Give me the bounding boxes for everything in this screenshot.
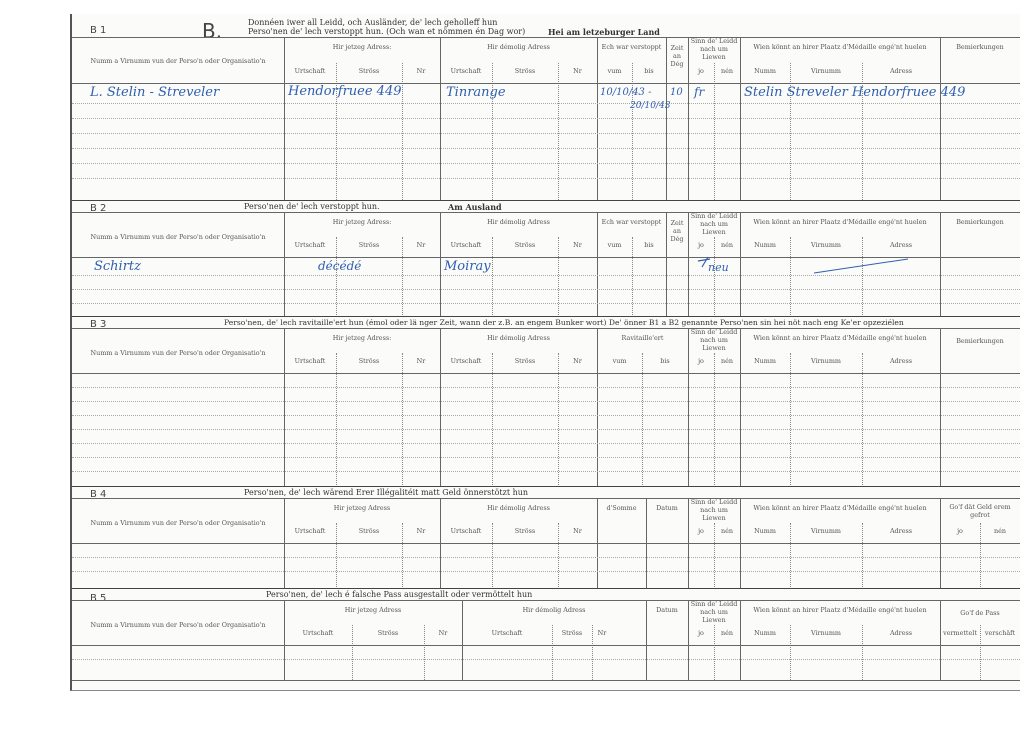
sub-nr: Nr — [573, 357, 582, 365]
section-b4-id: B 4 — [90, 489, 107, 500]
col-alive: Sinn de' Leidd nach um Liewen — [690, 37, 738, 61]
section-b1-subtitle: Perso'nen de' lech verstoppt hun. (Och wan et nömmen én Dag wor) — [248, 27, 526, 36]
sub-numm: Numm — [754, 67, 776, 75]
sub-virnumm: Virnumm — [811, 67, 841, 75]
sub-stross: Ströss — [561, 629, 583, 637]
sub-urtschaft: Urtschaft — [294, 241, 326, 249]
col-name: Numm a Virnumm vun der Perso'n oder Organisatio'n — [90, 57, 266, 65]
hw-current-address: Hendorfruee 449 — [288, 84, 402, 99]
sub-stross: Ströss — [514, 241, 536, 249]
hw-to-date: 20/10/43 — [630, 101, 671, 111]
sub-nen: nén — [720, 241, 733, 249]
hw-alive-no: neu — [708, 261, 729, 274]
sub-adress: Adress — [889, 241, 913, 249]
section-b3 — [72, 316, 1020, 487]
hw-name: Schirtz — [94, 259, 142, 274]
sub-jo: jo — [698, 67, 704, 75]
hw-name: L. Stelin - Streveler — [90, 85, 220, 100]
col-medal: Wien könnt an hirer Plaatz d'Médaille engé'nt huelen — [753, 334, 927, 342]
sub-nen: nén — [993, 527, 1006, 535]
sub-numm: Numm — [754, 629, 776, 637]
sub-stross: Ströss — [358, 357, 380, 365]
sub-urtschaft: Urtschaft — [294, 67, 326, 75]
form-page — [70, 14, 1020, 691]
col-hidden: Ech war verstoppt — [601, 218, 662, 226]
col-current-address: Hir jetzeg Adress: — [332, 218, 392, 226]
sub-nr: Nr — [416, 357, 426, 365]
sub-vum: vum — [607, 67, 622, 75]
sub-nr: Nr — [438, 629, 448, 637]
sub-nr: Nr — [573, 241, 582, 249]
sub-nr: Nr — [597, 629, 607, 637]
col-date: Datum — [656, 504, 678, 512]
sub-bis: bis — [660, 357, 670, 365]
sub-nen: nén — [720, 629, 733, 637]
section-b2 — [72, 200, 1020, 317]
section-b1-location: Hei am letzeburger Land — [548, 27, 660, 37]
col-former-address: Hir démolig Adress — [487, 43, 550, 51]
section-b1 — [72, 17, 1020, 200]
sub-urtschaft: Urtschaft — [302, 629, 334, 637]
sub-urtschaft: Urtschaft — [294, 357, 326, 365]
sub-adress: Adress — [889, 527, 913, 535]
sub-virnumm: Virnumm — [811, 357, 841, 365]
col-name: Numm a Virnumm vun der Perso'n oder Organisatio'n — [90, 349, 266, 357]
sub-stross: Ströss — [514, 357, 536, 365]
sub-numm: Numm — [754, 241, 776, 249]
col-alive: Sinn de' Leidd nach um Liewen — [690, 498, 738, 522]
col-name: Numm a Virnumm vun der Perso'n oder Organisatio'n — [90, 233, 266, 241]
sub-adress: Adress — [889, 357, 913, 365]
sub-urtschaft: Urtschaft — [450, 67, 482, 75]
section-b3-title: Perso'nen, de' lech ravitaille'ert hun (émol oder lä nger Zeit, wann der z.B. an engem Bunker wort) De' önner B1 a B2 genannte Perso'nen sin hei nöt nach eng Ke'er opzeziélen — [224, 318, 904, 327]
col-medal: Wien könnt an hirer Plaatz d'Médaille engé'nt huelen — [753, 218, 927, 226]
sub-jo: jo — [698, 629, 704, 637]
hw-medal: Stelin Streveler Hendorfruee 449 — [744, 85, 966, 100]
sub-jo: jo — [698, 357, 704, 365]
hw-alive-yes: fr — [694, 85, 705, 99]
col-alive: Sinn de' Leidd nach um Liewen — [690, 212, 738, 236]
sub-stross: Ströss — [514, 67, 536, 75]
form-letter: B. — [202, 19, 223, 43]
hw-from-date: 10/10/43 - — [600, 87, 652, 98]
col-current-address: Hir jetzeg Adress: — [332, 43, 392, 51]
col-hidden: Ech war verstoppt — [601, 43, 662, 51]
col-remarks: Bemierkungen — [956, 337, 1004, 345]
col-medal: Wien könnt an hirer Plaatz d'Médaille engé'nt huelen — [753, 43, 927, 51]
sub-urtschaft: Urtschaft — [294, 527, 326, 535]
sub-nen: nén — [720, 357, 733, 365]
section-b5 — [72, 588, 1020, 691]
sub-jo: jo — [698, 527, 704, 535]
sub-bis: bis — [644, 67, 654, 75]
col-supplied: Ravitaille'ert — [621, 334, 664, 342]
section-b4-title: Perso'nen, de' lech wärend Erer Illégalitéit matt Geld önnerstötzt hun — [244, 488, 529, 497]
sub-jo: jo — [957, 527, 963, 535]
sub-adress: Adress — [889, 629, 913, 637]
sub-virnumm: Virnumm — [811, 527, 841, 535]
col-passport: Go'f de Pass — [960, 609, 1000, 617]
sub-stross: Ströss — [377, 629, 399, 637]
sub-urtschaft: Urtschaft — [491, 629, 523, 637]
col-current-address: Hir jetzeg Adress: — [332, 334, 392, 342]
col-name: Numm a Virnumm vun der Perso'n oder Organisatio'n — [90, 621, 266, 629]
col-remarks: Bemierkungen — [956, 218, 1004, 226]
sub-arranged: vermettelt — [943, 629, 977, 637]
sub-nr: Nr — [573, 527, 582, 535]
col-sum: d'Somme — [606, 504, 637, 512]
sub-urtschaft: Urtschaft — [450, 357, 482, 365]
section-b5-id: B 5 — [90, 593, 107, 604]
col-name: Numm a Virnumm vun der Perso'n oder Organisatio'n — [90, 519, 266, 527]
sub-adress: Adress — [889, 67, 913, 75]
section-b1-id: B 1 — [90, 25, 107, 36]
sub-vum: vum — [612, 357, 627, 365]
hw-current-address: décédé — [318, 259, 362, 273]
sub-stross: Ströss — [358, 67, 380, 75]
hw-days: 10 — [670, 87, 683, 98]
sub-nr: Nr — [416, 241, 426, 249]
col-former-address: Hir démolig Adress — [487, 504, 550, 512]
sub-stross: Ströss — [358, 527, 380, 535]
col-current-address: Hir jetzeg Adress — [344, 606, 402, 614]
sub-numm: Numm — [754, 527, 776, 535]
section-b1-title: Donnéen iwer all Leidd, och Ausländer, de' lech geholleff hun — [248, 18, 498, 27]
sub-nen: nén — [720, 67, 733, 75]
sub-stross: Ströss — [358, 241, 380, 249]
hw-former-address: Moiray — [444, 259, 491, 274]
sub-nr: Nr — [573, 67, 582, 75]
sub-urtschaft: Urtschaft — [450, 527, 482, 535]
col-current-address: Hir jetzeg Adress — [333, 504, 391, 512]
col-former-address: Hir démolig Adress — [487, 218, 550, 226]
sub-procured: verschäft — [984, 629, 1016, 637]
col-former-address: Hir démolig Adress — [487, 334, 550, 342]
sub-virnumm: Virnumm — [811, 241, 841, 249]
sub-bis: bis — [644, 241, 654, 249]
section-b4 — [72, 486, 1020, 589]
sub-numm: Numm — [754, 357, 776, 365]
sub-stross: Ströss — [514, 527, 536, 535]
col-alive: Sinn de' Leidd nach um Liewen — [690, 600, 738, 624]
sub-urtschaft: Urtschaft — [450, 241, 482, 249]
col-medal: Wien könnt an hirer Plaatz d'Médaille engé'nt huelen — [753, 504, 927, 512]
section-b5-title: Perso'nen, de' lech é falsche Pass ausgestallt oder vermöttelt hun — [266, 590, 533, 599]
section-b2-id: B 2 — [90, 203, 107, 214]
hw-strikes — [694, 257, 914, 277]
section-b2-title: Perso'nen de' lech verstoppt hun. — [244, 202, 380, 211]
col-remarks: Bemierkungen — [956, 43, 1004, 51]
col-medal: Wien könnt an hirer Plaatz d'Médaille engé'nt huelen — [753, 606, 927, 614]
sub-nr: Nr — [416, 67, 426, 75]
col-date: Datum — [656, 606, 678, 614]
col-days: Zeit an Dég — [670, 44, 684, 68]
sub-nr: Nr — [416, 527, 426, 535]
col-days: Zeit an Dég — [670, 219, 684, 243]
col-alive: Sinn de' Leidd nach um Liewen — [690, 328, 738, 352]
col-money-returned: Go'f dät Geld erem gefrot — [949, 503, 1011, 519]
sub-jo: jo — [698, 241, 704, 249]
hw-former-address: Tinrange — [446, 85, 506, 100]
section-b3-id: B 3 — [90, 319, 107, 330]
sub-nen: nén — [720, 527, 733, 535]
col-former-address: Hir démolig Adress — [522, 606, 586, 614]
section-b2-location: Am Ausland — [448, 202, 502, 212]
sub-virnumm: Virnumm — [811, 629, 841, 637]
sub-vum: vum — [607, 241, 622, 249]
